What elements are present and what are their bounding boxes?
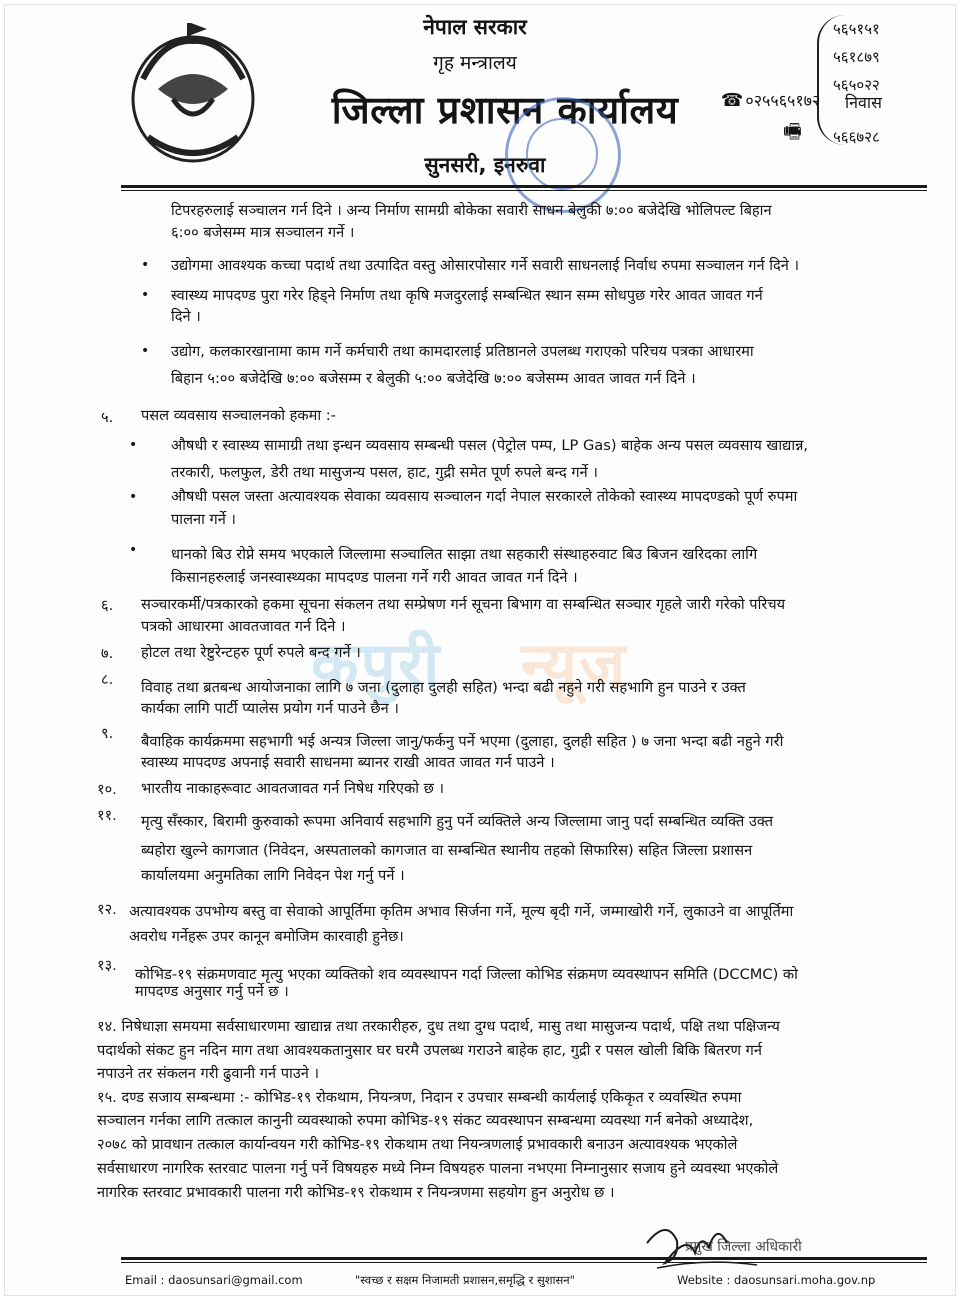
nepal-emblem-icon	[123, 19, 263, 169]
body-line: अत्यावश्यक उपभोग्य बस्तु वा सेवाको आपूर्तिमा कृतिम अभाव सिर्जना गर्ने, मूल्य बृदी गर्ने, जम्माखोरी गर्ने, लुकाउने वा आपूर्तिमा	[129, 903, 794, 920]
phone-number: ५६५०२२	[833, 76, 880, 94]
body-line: कार्यालयमा अनुमतिका लागि निवेदन पेश गर्नु पर्ने ।	[141, 867, 405, 884]
body-line: २०७८ को प्रावधान तत्काल कार्यान्वयन गरी कोभिड-१९ रोकथाम तथा नियन्त्रणलाई प्रभावकारी बनाउन अत्यावश्यक भएकोले	[97, 1136, 738, 1153]
bullet-icon: •	[141, 343, 150, 359]
watermark-text: न्यूज	[521, 628, 628, 701]
body-line: नागरिक स्तरवाट प्रभावकारी पालना गरी कोभिड-१९ रोकथाम र नियन्त्रणमा सहयोग हुन अनुरोध छ ।	[97, 1184, 615, 1201]
body-line: पत्रको आधारमा आवतजावत गर्न दिने ।	[141, 618, 346, 635]
section-number: ११.	[97, 807, 117, 824]
body-line: पदार्थको संकट हुन नदिन माग तथा आवश्यकतानुसार घर घरमै उपलब्ध गराउने बाहेक हाट, गुद्री र पसल खोली बिकि बितरण गर्न	[97, 1042, 762, 1059]
footer-email: Email : daosunsari@gmail.com	[125, 1273, 303, 1287]
section-number: १३.	[97, 957, 117, 974]
body-line: मापदण्ड अनुसार गर्नु पर्ने छ ।	[135, 983, 289, 1000]
body-line: कार्यका लागि पार्टी प्यालेस प्रयोग गर्न पाउने छैन ।	[141, 700, 399, 717]
section-number: ९.	[101, 725, 114, 742]
telephone-icon: ☎	[721, 90, 744, 111]
office-stamp-icon	[505, 97, 621, 213]
body-line: बिहान ५:०० बजेदेखि ७:०० बजेसम्म र बेलुकी ५:०० बजेदेखि ७:०० बजेसम्म आवत जावत गर्न दिने ।	[171, 370, 696, 387]
body-line: उद्योगमा आवश्यक कच्चा पदार्थ तथा उत्पादित वस्तु ओसारपोसार गर्ने सवारी साधनलाई निर्वाध रुपमा सञ्चालन गर्न दिने ।	[171, 257, 800, 274]
phone-number: ५६१८७९	[833, 48, 880, 66]
section-heading: पसल व्यवसाय सञ्चालनको हकमा :-	[141, 407, 336, 424]
district-name: सुनसरी, इनरुवा	[424, 153, 546, 177]
bullet-icon: •	[141, 257, 150, 273]
bullet-icon: •	[129, 437, 138, 453]
body-line: औषधी पसल जस्ता अत्यावश्यक सेवाका व्यवसाय सञ्चालन गर्दा नेपाल सरकारले तोकेको स्वास्थ्य मापदण्डको पूर्ण रुपमा	[171, 488, 798, 505]
body-line: धानको बिउ रोप्ने समय भएकाले जिल्लामा सञ्चालित साझा तथा सहकारी संस्थाहरुवाट बिउ बिजन खरिदका लागि	[171, 546, 758, 563]
document-page	[4, 4, 956, 1296]
bullet-icon: •	[141, 287, 150, 303]
section-number: ७.	[101, 645, 114, 662]
section-number: १०.	[97, 781, 117, 798]
body-line: होटल तथा रेष्टुरेन्टहरु पूर्ण रुपले बन्द गर्ने ।	[141, 644, 361, 661]
body-line: स्वास्थ्य मापदण्ड पुरा गरेर हिड्ने निर्माण तथा कृषि मजदुरलाई सम्बन्धित स्थान सम्म सोधपुछ गरेर आवत जावत गर्न	[171, 287, 763, 304]
body-line: अवरोध गर्नेहरू उपर कानून बमोजिम कारवाही हुनेछ।	[129, 928, 404, 945]
telephone-row	[721, 89, 820, 111]
footer-rule	[121, 1257, 927, 1260]
office-title: जिल्ला प्रशासन कार्यालय	[331, 88, 679, 132]
bullet-icon: •	[129, 542, 138, 558]
phone-number: ०२५५६५१७२	[745, 91, 821, 110]
body-line: ६:०० बजेसम्म मात्र सञ्चालन गर्ने ।	[171, 224, 355, 241]
footer-motto: "स्वच्छ र सक्षम निजामती प्रशासन,समृद्धि र सुशासन"	[355, 1273, 575, 1287]
bullet-icon: •	[129, 489, 138, 505]
body-line: कोभिड-१९ संक्रमणवाट मृत्यु भएका व्यक्तिको शव व्यवस्थापन गर्दा जिल्ला कोभिड संक्रमण व्यवस्थापन समिति (DCCMC) को	[135, 966, 798, 983]
body-line: १४. निषेधाज्ञा समयमा सर्वसाधारणमा खाद्यान्न तथा तरकारीहरु, दुध तथा दुग्ध पदार्थ, मासु तथा मासुजन्य पदार्थ, पक्षि तथा पक्षिजन्य	[97, 1018, 780, 1035]
footer-website: Website : daosunsari.moha.gov.np	[677, 1273, 876, 1287]
body-line: विवाह तथा ब्रतबन्ध आयोजनाका लागि ७ जना (दुलाहा दुलही सहित) भन्दा बढी नहुने गरी सहभागि हुन पाउने र उक्त	[141, 679, 746, 696]
phone-list	[817, 15, 931, 145]
government-name: नेपाल सरकार	[423, 15, 527, 39]
body-line: १५. दण्ड सजाय सम्बन्धमा :- कोभिड-१९ रोकथाम, नियन्त्रण, निदान र उपचार सम्बन्धी कार्यलाई एकिकृत र व्यवस्थित रुपमा	[97, 1089, 742, 1106]
body-line: मृत्यु सँस्कार, बिरामी कुरुवाको रूपमा अनिवार्य सहभागि हुनु पर्ने व्यक्तिले अन्य जिल्लामा जानु पर्दा सम्बन्धित व्यक्ति उक्त	[141, 813, 774, 830]
body-line: तरकारी, फलफुल, डेरी तथा मासुजन्य पसल, हाट, गुद्री समेत पूर्ण रुपले बन्द गर्ने ।	[171, 464, 598, 481]
body-line: सञ्चारकर्मी/पत्रकारको हकमा सूचना संकलन तथा सम्प्रेषण गर्न सूचना बिभाग वा सम्बन्धित सञ्चार गृहले जारी गरेको परिचय	[141, 596, 786, 613]
section-number: ५.	[101, 409, 114, 426]
body-line: सर्वसाधारण नागरिक स्तरवाट पालना गर्नु पर्ने विषयहरु मध्ये निम्न विषयहरु पालना नभएमा निम्नानुसार सजाय हुने व्यवस्था भएकोले	[97, 1160, 779, 1177]
body-line: बैवाहिक कार्यक्रममा सहभागी भई अन्यत्र जिल्ला जानु/फर्कनु पर्ने भएमा (दुलाहा, दुलही सहित ) ७ जना भन्दा बढी नहुने गरी	[141, 733, 784, 750]
body-line: सञ्चालन गर्नका लागि तत्काल कानुनी व्यवस्थाको रुपमा कोभिड-१९ संकट व्यवस्थापन सम्बन्धमा व्यवस्था गर्न बनेको अध्यादेश,	[97, 1112, 754, 1129]
residence-label: निवास	[845, 93, 882, 112]
signatory-title: प्रमुख जिल्ला अधिकारी	[685, 1239, 802, 1255]
body-line: टिपरहरुलाई सञ्चालन गर्न दिने । अन्य निर्माण सामग्री बोकेका सवारी साधन बेलुकी ७:०० बजेदेखि भोलिपल्ट बिहान	[171, 202, 772, 219]
body-line: औषधी र स्वास्थ्य सामाग्री तथा इन्धन व्यवसाय सम्बन्धी पसल (पेट्रोल पम्प, LP Gas) बाहेक अन्य पसल व्यवसाय खाद्यान्न,	[171, 437, 809, 454]
body-line: नपाउने तर संकलन गरी ढुवानी गर्न पाउने ।	[97, 1065, 320, 1082]
footer-rule	[121, 1262, 927, 1263]
body-line: ब्यहोरा खुल्ने कागजात (निवेदन, अस्पतालको कागजात वा सम्बन्धित स्थानीय तहको सिफारिस) सहित जिल्ला प्रशासन	[141, 842, 753, 859]
body-line: किसानहरुलाई जनस्वास्थ्यका मापदण्ड पालना गर्ने गरी आवत जावत गर्न दिने ।	[171, 569, 578, 586]
body-line: दिने ।	[171, 308, 201, 325]
body-line: भारतीय नाकाहरूवाट आवतजावत गर्न निषेध गरिएको छ ।	[141, 780, 445, 797]
section-number: ६.	[101, 597, 114, 614]
watermark-text: कपुरी	[311, 628, 442, 701]
body-line: उद्योग, कलकारखानामा काम गर्ने कर्मचारी तथा कामदारलाई प्रतिष्ठानले उपलब्ध गराएको परिचय पत्रका आधारमा	[171, 343, 754, 360]
ministry-name: गृह मन्त्रालय	[433, 52, 517, 74]
body-line: पालना गर्ने ।	[171, 511, 236, 528]
header-rule	[121, 190, 927, 191]
phone-number: ५६५१५१	[833, 20, 880, 38]
fax-icon: 🖷	[783, 119, 802, 143]
section-number: ८.	[101, 671, 114, 688]
fax-number: ५६६७२८	[833, 128, 880, 146]
section-number: १२.	[97, 901, 117, 918]
header-rule	[121, 185, 927, 188]
body-line: स्वास्थ्य मापदण्ड अपनाई सवारी साधनमा ब्यानर राखी आवत जावत गर्न पाउने ।	[141, 754, 555, 771]
